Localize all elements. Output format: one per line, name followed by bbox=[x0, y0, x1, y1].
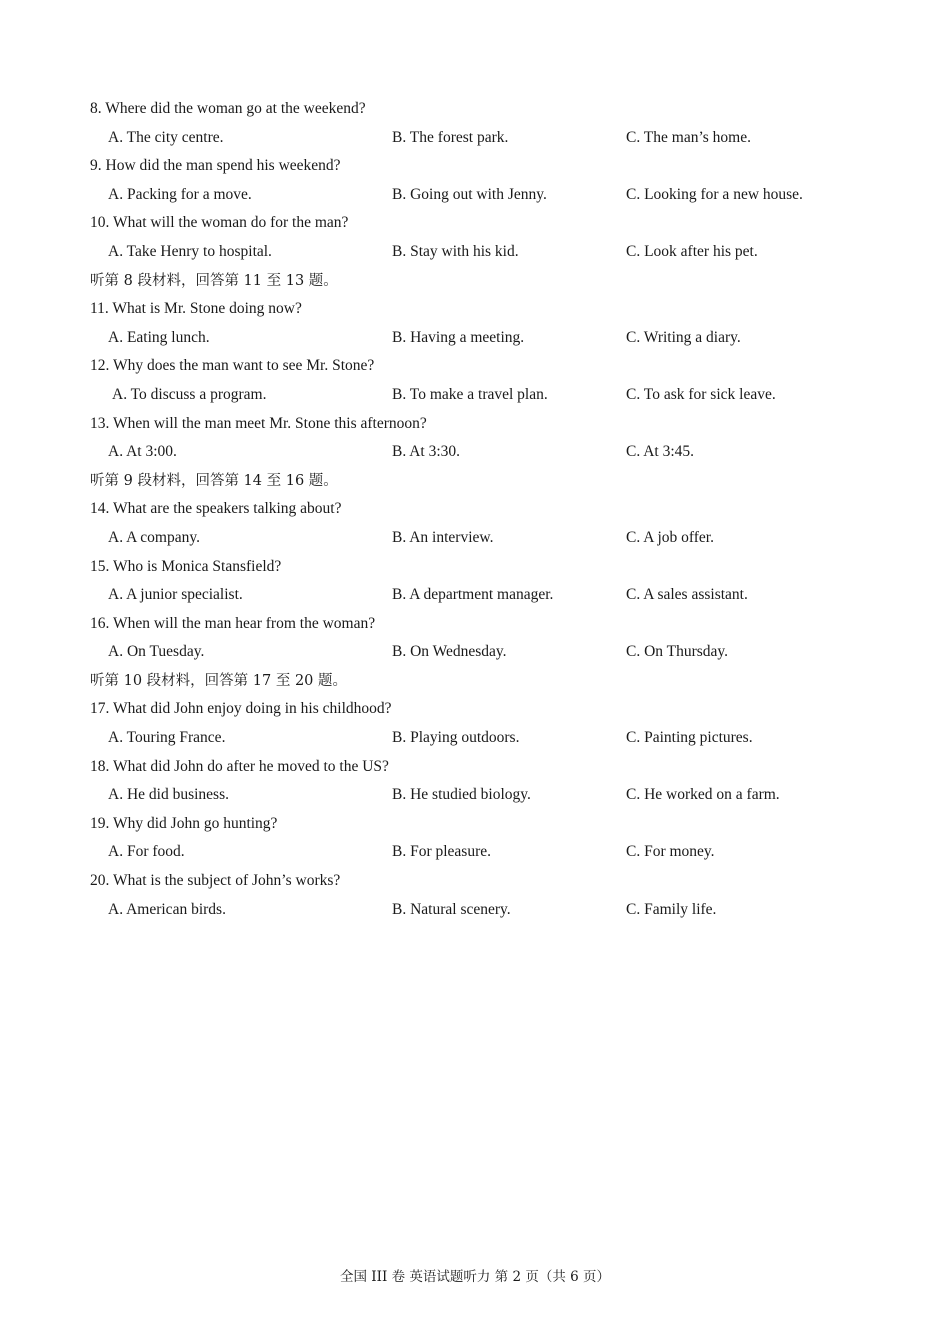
answer-options-row bbox=[90, 381, 870, 410]
option-a: A. Eating lunch. bbox=[108, 328, 210, 346]
option-c: C. At 3:45. bbox=[626, 443, 695, 461]
answer-options-row bbox=[90, 724, 870, 753]
option-a: A. For food. bbox=[108, 843, 185, 861]
option-c: C. To ask for sick leave. bbox=[626, 385, 776, 403]
option-a: A. To discuss a program. bbox=[112, 385, 267, 403]
option-c: C. Look after his pet. bbox=[626, 242, 758, 260]
option-b: B. Having a meeting. bbox=[392, 328, 525, 346]
section-instruction: 听第 10 段材料，回答第 17 至 20 题。 bbox=[90, 672, 348, 689]
option-a: A. A company. bbox=[108, 528, 200, 546]
answer-options-row bbox=[90, 524, 870, 553]
option-c: C. Family life. bbox=[626, 900, 717, 918]
section-instruction: 听第 9 段材料，回答第 14 至 16 题。 bbox=[90, 472, 338, 489]
option-a: A. The city centre. bbox=[108, 128, 224, 146]
section-instruction: 听第 8 段材料，回答第 11 至 13 题。 bbox=[90, 272, 338, 289]
option-b: B. On Wednesday. bbox=[392, 643, 507, 661]
question-text: 12. Why does the man want to see Mr. Stone? bbox=[90, 357, 375, 375]
page-footer: 全国 III 卷 英语试题听力 第 2 页（共 6 页） bbox=[339, 1269, 610, 1285]
answer-options-row bbox=[90, 838, 870, 867]
option-a: A. Touring France. bbox=[108, 729, 226, 747]
option-b: B. At 3:30. bbox=[392, 443, 461, 461]
answer-options-row bbox=[90, 124, 870, 153]
answer-options-row bbox=[90, 896, 870, 925]
answer-options-row bbox=[90, 638, 870, 667]
question-text: 15. Who is Monica Stansfield? bbox=[90, 557, 282, 575]
option-b: B. Natural scenery. bbox=[392, 900, 511, 918]
option-a: A. Take Henry to hospital. bbox=[108, 242, 272, 260]
option-c: C. For money. bbox=[626, 843, 715, 861]
option-c: C. Writing a diary. bbox=[626, 328, 741, 346]
option-c: C. He worked on a farm. bbox=[626, 786, 780, 804]
option-c: C. A job offer. bbox=[626, 528, 714, 546]
option-c: C. Painting pictures. bbox=[626, 729, 753, 747]
option-b: B. He studied biology. bbox=[392, 786, 531, 804]
option-b: B. Playing outdoors. bbox=[392, 729, 520, 747]
question-text: 16. When will the man hear from the woman? bbox=[90, 614, 376, 632]
answer-options-row bbox=[90, 781, 870, 810]
option-a: A. A junior specialist. bbox=[108, 586, 243, 604]
question-text: 8. Where did the woman go at the weekend? bbox=[90, 100, 366, 117]
option-a: A. Packing for a move. bbox=[108, 185, 252, 203]
option-b: B. Stay with his kid. bbox=[392, 242, 519, 260]
question-list bbox=[90, 95, 870, 924]
option-b: B. A department manager. bbox=[392, 586, 554, 604]
question-text: 17. What did John enjoy doing in his childhood? bbox=[90, 700, 392, 718]
option-b: B. To make a travel plan. bbox=[392, 385, 548, 403]
option-b: B. An interview. bbox=[392, 528, 494, 546]
question-text: 10. What will the woman do for the man? bbox=[90, 214, 349, 232]
option-c: C. A sales assistant. bbox=[626, 586, 748, 604]
question-text: 11. What is Mr. Stone doing now? bbox=[90, 300, 302, 318]
question-text: 18. What did John do after he moved to the US? bbox=[90, 757, 389, 775]
option-a: A. He did business. bbox=[108, 786, 229, 804]
option-c: C. Looking for a new house. bbox=[626, 185, 803, 203]
question-text: 19. Why did John go hunting? bbox=[90, 814, 278, 832]
question-text: 14. What are the speakers talking about? bbox=[90, 500, 342, 518]
option-c: C. On Thursday. bbox=[626, 643, 729, 661]
answer-options-row bbox=[90, 324, 870, 353]
answer-options-row bbox=[90, 181, 870, 210]
option-b: B. The forest park. bbox=[392, 128, 509, 146]
option-b: B. Going out with Jenny. bbox=[392, 185, 547, 203]
answer-options-row bbox=[90, 438, 870, 467]
option-a: A. On Tuesday. bbox=[108, 643, 205, 661]
answer-options-row bbox=[90, 581, 870, 610]
option-c: C. The man’s home. bbox=[626, 128, 751, 146]
answer-options-row bbox=[90, 238, 870, 267]
question-text: 13. When will the man meet Mr. Stone this afternoon? bbox=[90, 414, 427, 432]
question-text: 9. How did the man spend his weekend? bbox=[90, 157, 341, 175]
question-text: 20. What is the subject of John’s works? bbox=[90, 872, 341, 890]
option-b: B. For pleasure. bbox=[392, 843, 492, 861]
option-a: A. American birds. bbox=[108, 900, 226, 918]
option-a: A. At 3:00. bbox=[108, 443, 177, 461]
